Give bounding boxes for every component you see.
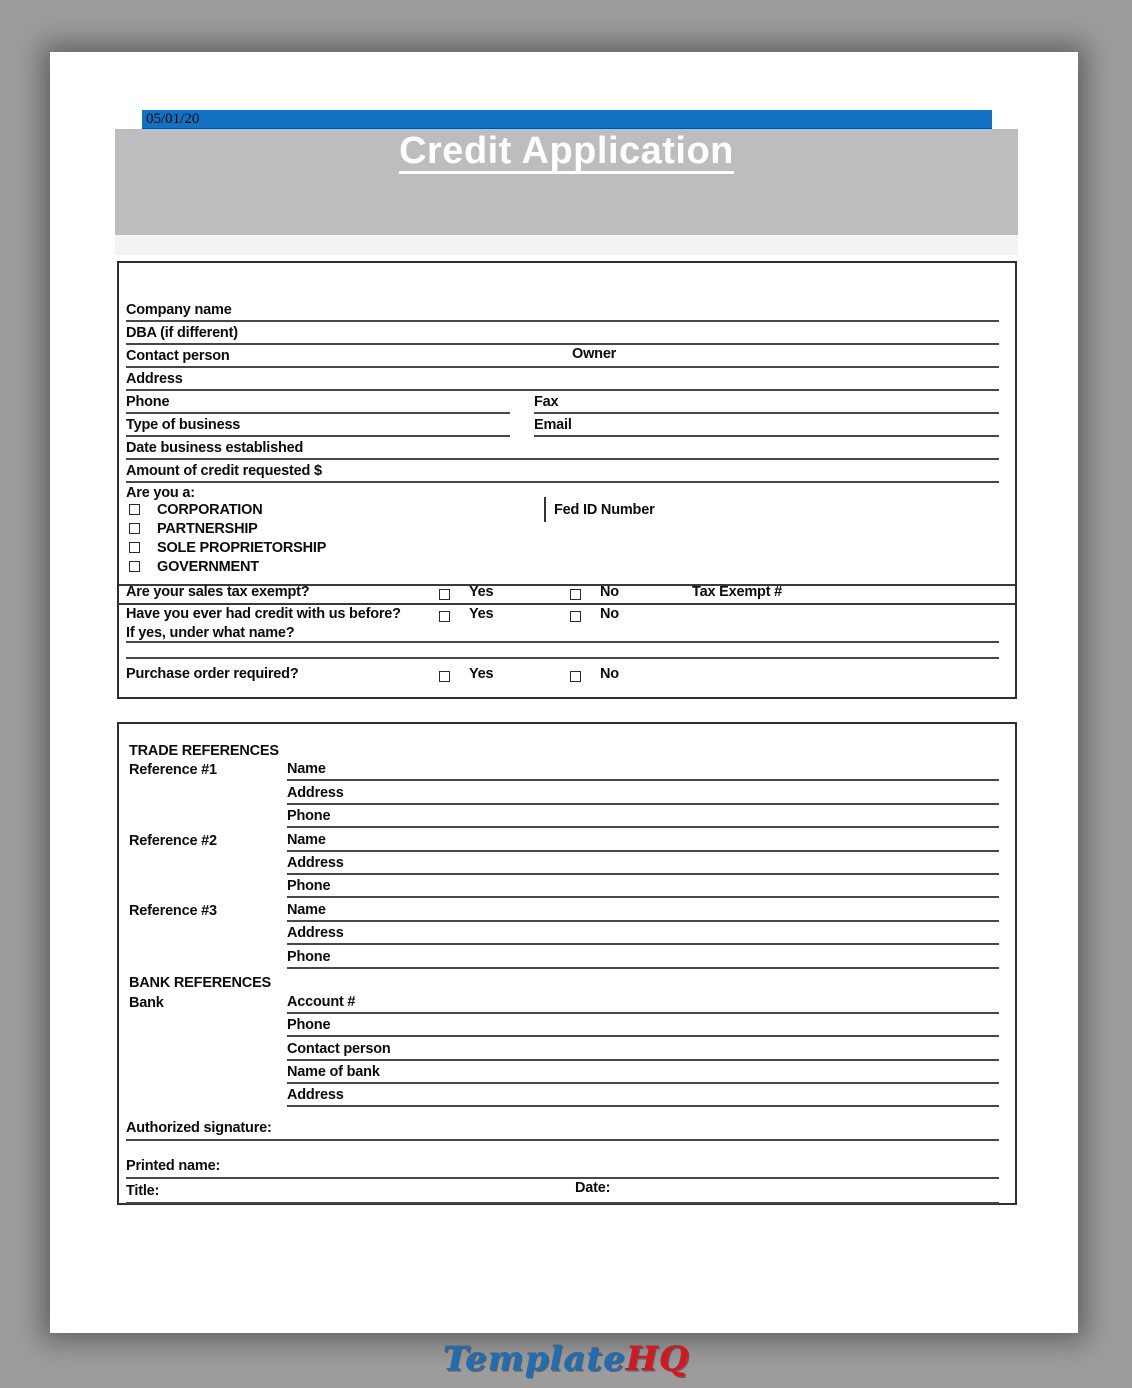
date-label: Date:: [575, 1180, 611, 1197]
field-reference3-phone[interactable]: [287, 945, 999, 968]
bank-contact-label: Contact person: [287, 1040, 391, 1057]
checkbox-corporation[interactable]: [129, 504, 140, 515]
company-name-label: Company name: [126, 302, 232, 318]
document-page: [50, 52, 1078, 1333]
trade-references-heading-row: [129, 742, 1015, 758]
trade-references-heading: TRADE REFERENCES: [129, 743, 279, 759]
sales-tax-yes-label: Yes: [469, 584, 494, 600]
purchase-order-no-label: No: [600, 666, 619, 682]
credit-before-yes-label: Yes: [469, 606, 494, 622]
document-header: [115, 129, 1018, 235]
date-bar: [142, 110, 992, 129]
checkbox-government[interactable]: [129, 561, 140, 572]
credit-before-label: Have you ever had credit with us before?: [126, 606, 401, 622]
phone-label: Phone: [126, 394, 170, 410]
field-reference1-phone[interactable]: [287, 805, 999, 828]
reference2-phone-label: Phone: [287, 878, 331, 895]
page-title: Credit Application: [399, 130, 734, 172]
amount-of-credit-label: Amount of credit requested $: [126, 463, 322, 479]
bank-phone-label: Phone: [287, 1017, 331, 1034]
owner-label: Owner: [572, 346, 617, 362]
purchase-order-yes-label: Yes: [469, 666, 494, 682]
entity-row-corporation: [129, 500, 999, 519]
field-contact-owner[interactable]: [126, 345, 999, 368]
field-reference1-name[interactable]: [287, 758, 999, 781]
reference3-name-row: [129, 898, 999, 921]
bank-account-row: [129, 991, 999, 1014]
bank-name-row: [129, 1061, 999, 1084]
entity-row-partnership: [129, 519, 999, 538]
checkbox-purchase-order-no[interactable]: [570, 671, 581, 682]
references-section: [117, 722, 1017, 1205]
reference2-name-row: [129, 828, 999, 851]
purchase-order-row: [119, 665, 1015, 685]
field-fax[interactable]: [534, 391, 999, 414]
printed-name-label: Printed name:: [126, 1158, 221, 1175]
row-phone-fax: [126, 391, 999, 414]
reference1-name-row: [129, 758, 999, 781]
field-company-name[interactable]: [126, 299, 999, 322]
field-bank-name[interactable]: [287, 1061, 999, 1084]
row-business-email: [126, 414, 999, 437]
entity-row-sole-proprietorship: [129, 538, 999, 557]
are-you-a-label: Are you a:: [126, 485, 195, 501]
field-amount-of-credit[interactable]: [126, 460, 999, 483]
field-title-date[interactable]: [126, 1181, 999, 1204]
title-label: Title:: [126, 1183, 160, 1200]
reference3-phone-row: [129, 945, 999, 968]
credit-before-row: [119, 605, 1015, 625]
reference1-phone-row: [129, 805, 999, 828]
entity-row-government: [129, 557, 999, 576]
purchase-order-label: Purchase order required?: [126, 666, 299, 682]
checkbox-credit-before-yes[interactable]: [439, 611, 450, 622]
bank-account-label: Account #: [287, 993, 356, 1010]
templatehq-logo: [0, 1339, 1132, 1379]
credit-before-no-label: No: [600, 606, 619, 622]
tax-exempt-number-label: Tax Exempt #: [692, 584, 783, 600]
checkbox-sole-proprietorship[interactable]: [129, 542, 140, 553]
sales-tax-no-label: No: [600, 584, 619, 600]
reference2-label: Reference #2: [129, 832, 217, 849]
field-reference2-address[interactable]: [287, 852, 999, 875]
reference1-address-label: Address: [287, 784, 344, 801]
sales-tax-exempt-row: [119, 584, 1015, 605]
checkbox-partnership[interactable]: [129, 523, 140, 534]
field-printed-name[interactable]: [126, 1153, 999, 1179]
reference1-phone-label: Phone: [287, 808, 331, 825]
checkbox-purchase-order-yes[interactable]: [439, 671, 450, 682]
partnership-label: PARTNERSHIP: [157, 520, 258, 537]
field-reference2-name[interactable]: [287, 828, 999, 851]
field-reference3-name[interactable]: [287, 898, 999, 921]
reference3-address-row: [129, 922, 999, 945]
fed-id-label: Fed ID Number: [544, 497, 655, 522]
field-if-yes-name[interactable]: [126, 625, 999, 643]
checkbox-credit-before-no[interactable]: [570, 611, 581, 622]
date-text: 05/01/20: [146, 111, 200, 127]
reference1-name-label: Name: [287, 761, 326, 778]
reference1-label: Reference #1: [129, 762, 217, 779]
field-phone[interactable]: [126, 391, 510, 414]
dba-label: DBA (if different): [126, 325, 238, 341]
government-label: GOVERNMENT: [157, 558, 259, 575]
authorized-signature-label: Authorized signature:: [126, 1120, 272, 1137]
field-email[interactable]: [534, 414, 999, 437]
field-reference2-phone[interactable]: [287, 875, 999, 898]
logo-template-text: Template: [442, 1339, 626, 1379]
corporation-label: CORPORATION: [157, 501, 263, 518]
field-date-established[interactable]: [126, 437, 999, 460]
date-established-label: Date business established: [126, 440, 304, 456]
field-bank-address[interactable]: [287, 1084, 999, 1107]
contact-person-label: Contact person: [126, 348, 230, 364]
reference2-address-row: [129, 852, 999, 875]
bank-references-heading: BANK REFERENCES: [129, 974, 272, 991]
email-label: Email: [534, 417, 572, 433]
reference3-address-label: Address: [287, 925, 344, 942]
bank-contact-row: [129, 1037, 999, 1060]
bank-address-row: [129, 1084, 999, 1107]
type-of-business-label: Type of business: [126, 417, 241, 433]
field-bank-contact[interactable]: [287, 1037, 999, 1060]
address-label: Address: [126, 371, 183, 387]
reference2-phone-row: [129, 875, 999, 898]
sole-proprietorship-label: SOLE PROPRIETORSHIP: [157, 539, 327, 556]
reference3-label: Reference #3: [129, 902, 217, 919]
if-yes-label: If yes, under what name?: [126, 625, 295, 641]
reference1-address-row: [129, 781, 999, 804]
fax-label: Fax: [534, 394, 559, 410]
field-authorized-signature[interactable]: [126, 1115, 999, 1141]
field-dba[interactable]: [126, 322, 999, 345]
reference2-address-label: Address: [287, 854, 344, 871]
field-reference1-address[interactable]: [287, 781, 999, 804]
checkbox-sales-tax-yes[interactable]: [439, 589, 450, 600]
header-strip: [115, 235, 1018, 255]
bank-address-label: Address: [287, 1087, 344, 1104]
reference3-name-label: Name: [287, 901, 326, 918]
bank-references-heading-row: [129, 974, 1015, 991]
reference3-phone-label: Phone: [287, 948, 331, 965]
field-bank-phone[interactable]: [287, 1014, 999, 1037]
logo-hq-text: HQ: [625, 1339, 690, 1379]
checkbox-sales-tax-no[interactable]: [570, 589, 581, 600]
bank-phone-row: [129, 1014, 999, 1037]
bank-label: Bank: [129, 994, 164, 1011]
field-bank-account[interactable]: [287, 991, 999, 1014]
sales-tax-exempt-label: Are your sales tax exempt?: [126, 584, 310, 600]
field-address[interactable]: [126, 368, 999, 391]
reference2-name-label: Name: [287, 831, 326, 848]
applicant-info-section: [117, 261, 1017, 699]
bank-name-label: Name of bank: [287, 1064, 380, 1081]
field-blank-line[interactable]: [126, 643, 999, 659]
field-reference3-address[interactable]: [287, 922, 999, 945]
field-type-of-business[interactable]: [126, 414, 510, 437]
